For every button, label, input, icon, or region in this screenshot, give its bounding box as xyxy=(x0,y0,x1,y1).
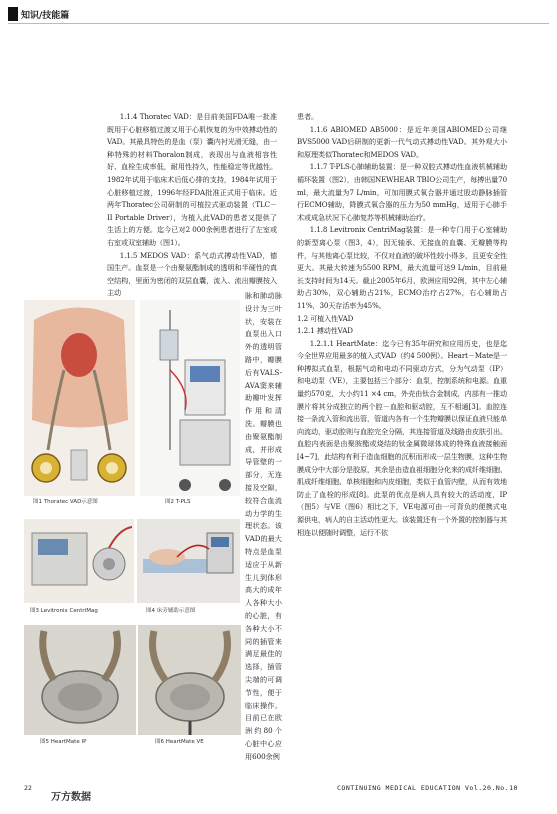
paragraph-right-0: 患者。 xyxy=(297,112,318,121)
journal-footer: CONTINUING MEDICAL EDUCATION Vol.20.No.10 xyxy=(337,784,518,792)
figure-6-caption: 图6 HeartMate VE xyxy=(155,739,204,745)
heartmate-ve-illustration xyxy=(138,625,241,735)
header-divider xyxy=(8,23,549,24)
paragraph-heartmate: 1.2.1.1 HeartMate：迄今已有35年研究和应用历史，也是迄今全世界应用最多的植入式VAD（约4 500例）。Heart－Mate是一种搏拟式血泵，根据气动和电动不同驱动方式，分为气动泵（IP）和电动泵（VE），主要包括三个部分：血泵，控制系统和电源。血重量约570克，大小约11 ×4 cm，外壳由钛合金制成，内部有一推动膜片将其分成独立的两个腔－血腔和驱动腔，互不相通[3]。血腔连接一条流入管和流出管，管道内各有一个生物瓣膜以保证血液只能单向流动，驱动腔则与血腔完全分隔，其连接管道及线路由皮肤引出。血腔内表面是由聚胺酯或烧结的钛金属微球体成的特殊血液接触面[4~7]，此结构有利于造血细胞的沉积而形成一层生物膜，这种生物膜成分中大部分是胶原，其余是由造血祖细胞分化来的成纤维细胞、肌成纤维细胞、单核细胞和内皮细胞，类似于血管内壁，从而有效地防止了血栓的形成[8]。此泵的优点是病人具有较大的活动度，IP（图5）与VE（图6）相比之下，VE电源可由一可背负的便携式电源供电，病人的自主活动性更大。该装置还有一个外置的控制器与其相连以便随时调整，运行不依 xyxy=(297,338,507,537)
centrimag-illustration xyxy=(24,519,134,603)
figure-4-caption: 图4 床旁辅助示意图 xyxy=(146,608,196,614)
paragraph-abiomed: 1.1.6 ABIOMED AB5000：是近年美国ABIOMED公司继BVS5000 VAD后研制的更新一代气动式搏动性VAD。其外观大小和原理类似Thoratec和MEDOS VAD。 xyxy=(297,124,507,159)
tpls-device-illustration xyxy=(140,300,240,496)
bedside-assist-illustration xyxy=(137,519,240,603)
figure-2-caption: 图2 T-PLS xyxy=(165,499,191,505)
page-number: 22 xyxy=(24,784,32,792)
figure-4-image xyxy=(137,519,240,603)
figure-6-image xyxy=(138,625,241,735)
right-column xyxy=(297,111,507,539)
heading-pulsatile-vad: 1.2.1 搏动性VAD xyxy=(297,326,353,336)
figure-1-image xyxy=(24,300,135,496)
paragraph-medos: 1.1.5 MEDOS VAD：系气动式搏动性VAD，德国生产。血泵是一个由聚氨酯制成的透明和半硬性的真空结构，里面为密闭的双层血囊，流入、流出瓣膜按入主动 xyxy=(107,250,277,298)
heartmate-ip-illustration xyxy=(24,625,136,735)
figure-5-image xyxy=(24,625,136,735)
narrow-column xyxy=(245,290,282,763)
section-header xyxy=(8,6,69,22)
section-marker xyxy=(8,7,18,21)
figure-5-caption: 图5 HeartMate IP xyxy=(40,739,87,745)
left-column xyxy=(107,111,277,300)
figure-2-image xyxy=(140,300,240,496)
paragraph-levitronix: 1.1.8 Levitronix CentriMag装置：是一种专门用于心室辅助的新型离心泵（图3，4），因无轴承、无接血的血囊、无瓣膜等构件，与其他离心泵比较，不仅对血液的破坏性较小得多，且更安全性更大。其最大转速为5500 RPM，最大流量可达9 L/min，目前最长支持时间为14天。截止2005年6月，欧洲应用92例，其中左心辅助占30%，双心辅助占21%，ECMO治疗占27%，右心辅助占11%，30天存活率为45%。 xyxy=(297,225,507,310)
heading-implantable-vad: 1.2 可植入性VAD xyxy=(297,313,354,323)
paragraph-medos-continued: 脉和肺动脉设计为三叶状，安装在血泵出入口外的透明管路中，瓣膜后有VALS-AVA窦来辅助瓣叶发挥作用和清洗。瓣膜也由聚氨酯制成，并形成导管壁的一部分，无连接及空隙，较符合血流动力学的生理状态。该VAD的最大特点是血泵适应于从新生儿到体形高大的成年人各种大小的心脏，有各种大小不同的插管来满足最佳的选择，插管尖端的可调节性，便于临床操作。目前已在欧洲约80个心脏中心应用600余例 xyxy=(245,291,282,761)
paragraph-tpls: 1.1.7 T-PLS心肺辅助装置：是一种双腔式搏动性血液机械辅助循环装置（图2），由韩国NEWHEAR TBIO公司生产，每搏出量70 ml，最大流量为7 L/min，可加用膜式氧合器并通过股动静脉插管行ECMO辅助，降膜式氧合器的压力为50 mmHg，适用于心肺手术或成急状况下心肺复苏等机械辅助治疗。 xyxy=(297,162,507,222)
thoratec-illustration xyxy=(24,300,135,496)
section-title: 知识/技能篇 xyxy=(21,10,70,21)
paragraph-thoratec: 1.1.4 Thoratec VAD：是目前美国FDA唯一批准既用于心脏移植过渡又用于心肌恢复的为中效搏动性的VAD。其最具特色的是血（泵）囊内衬光滑无缝，由一种特殊的材料Thoralon制成，表现出与血液相容性好、血栓生成率低，耐用性持久，性能稳定等优越性。1982年试用于临床术后低心排的支持，1984年试用于心脏移植过渡，1996年经FDA批准正式用于临床。近两年Thoratec公司研制的可植拉式驱动装置（TLC－II Portable Driver），为植入此VAD的患者又提供了生活上的方便。迄今已对2 000余例患者进行了左室或右室或双室辅助（图1）。 xyxy=(107,112,277,247)
figure-3-caption: 图3 Levitronix CentriMag xyxy=(30,608,98,614)
figure-1-caption: 图1 Thoratec VAD示意图 xyxy=(33,499,98,505)
figure-3-image xyxy=(24,519,134,603)
wanfang-logo: 万方数据 xyxy=(51,792,91,803)
